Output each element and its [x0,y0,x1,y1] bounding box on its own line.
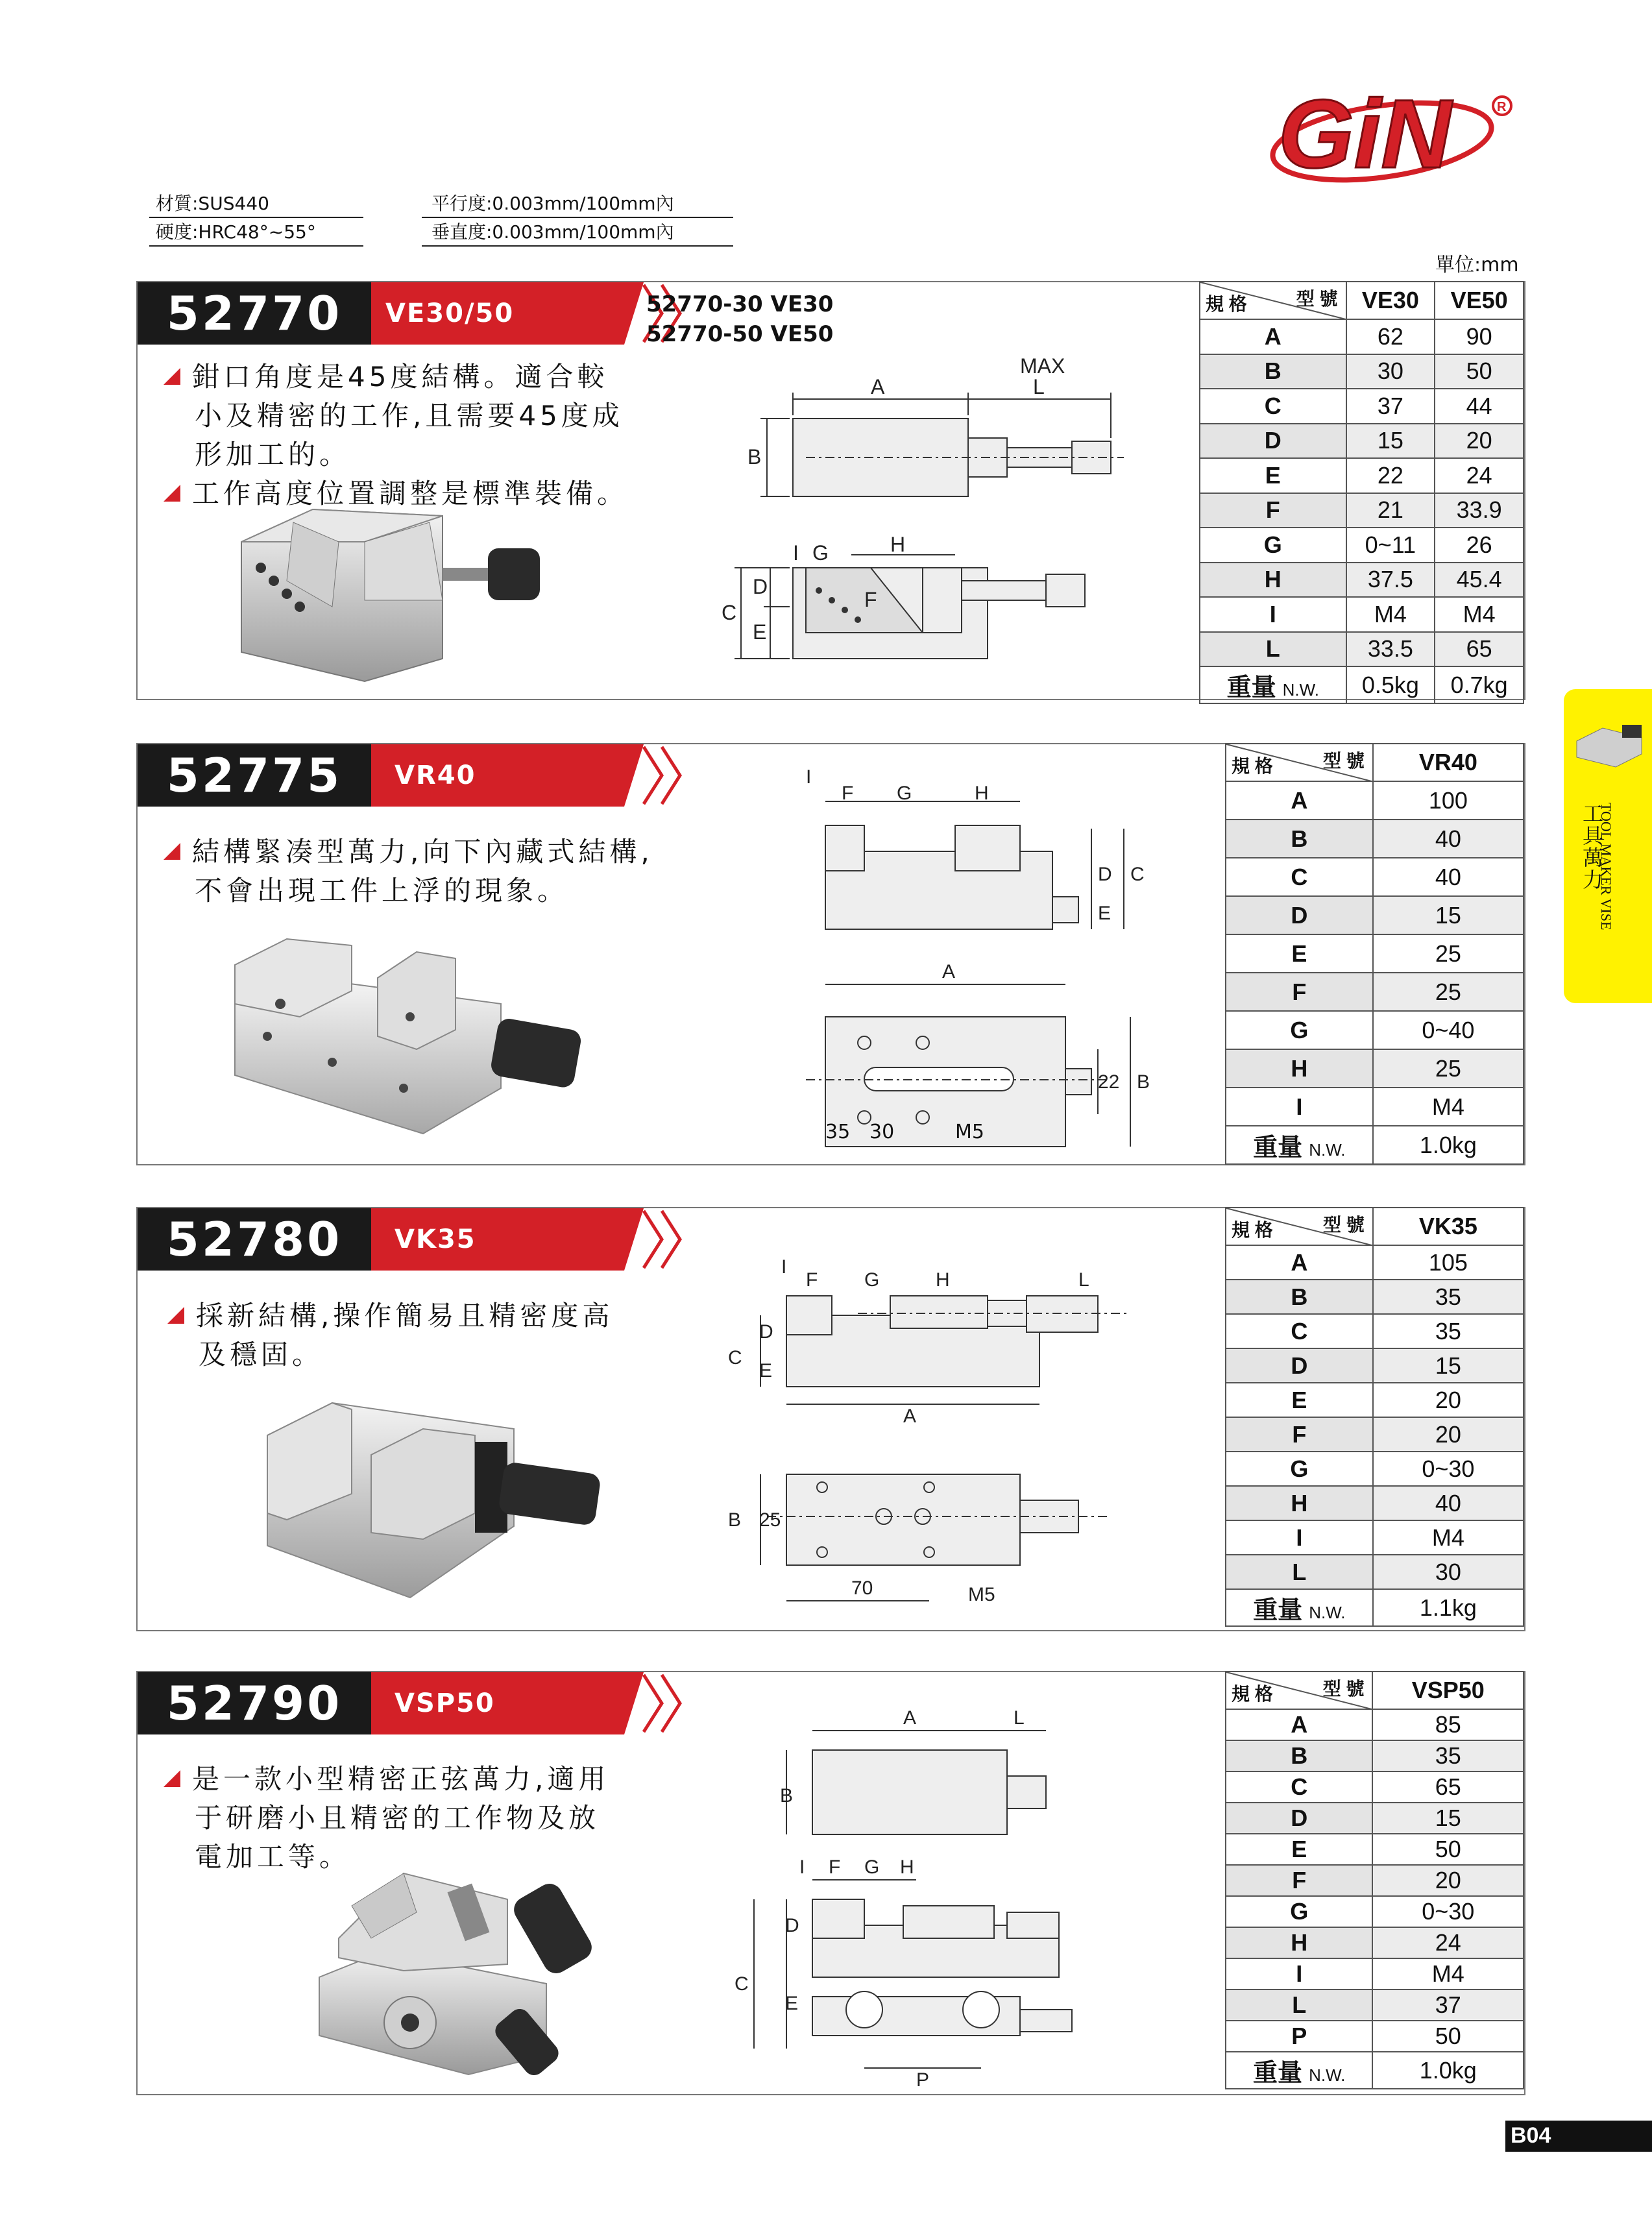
svg-text:I: I [799,1856,805,1878]
table-row [1200,493,1524,528]
row-value: M4 [1373,1088,1524,1126]
row-value: 90 [1435,319,1524,354]
table-row [1226,973,1524,1011]
description: 鉗口角度是45度結構。適合較 小及精密的工作,且需要45度成 形加工的。 工作高度位置調整是標準裝備。 [164,358,628,513]
row-value: 37 [1346,389,1435,424]
svg-text:F: F [842,783,854,804]
weight-label: 重量 N.W. [1226,1589,1373,1626]
row-label: F [1226,973,1373,1011]
col-header: VK35 [1373,1208,1524,1245]
svg-text:D: D [753,575,768,598]
col-header: VR40 [1373,744,1524,781]
table-row [1226,934,1524,973]
product-code: 52770 [138,282,371,345]
sub-model-2: 52770-50 VE50 [646,321,834,347]
svg-text:C: C [1130,864,1145,885]
svg-text:D: D [1098,864,1112,885]
spec-table-52770 [1199,281,1524,704]
row-label: E [1226,934,1373,973]
row-value: 33.9 [1435,493,1524,528]
svg-text:A: A [942,961,956,982]
row-value: 35 [1373,1280,1524,1314]
row-value: M4 [1435,597,1524,632]
dim-m5: M5 [955,1121,984,1143]
row-value: 40 [1373,858,1524,896]
table-row [1200,632,1524,667]
table-row [1226,820,1524,858]
svg-text:I: I [806,766,812,788]
unit-label: 單位:mm [1435,254,1519,276]
row-value: M4 [1346,597,1435,632]
row-value: 15 [1373,896,1524,934]
row-label: B [1226,1740,1372,1771]
row-value: 35 [1372,1740,1524,1771]
row-label: D [1226,896,1373,934]
row-value: 37.5 [1346,563,1435,598]
table-row [1226,1245,1524,1280]
row-value: 33.5 [1346,632,1435,667]
svg-text:G: G [812,541,829,565]
row-value: 65 [1372,1771,1524,1803]
svg-text:D: D [759,1321,773,1343]
table-row [1226,1958,1524,1990]
row-label: C [1226,858,1373,896]
svg-text:I: I [781,1256,787,1278]
row-value: 62 [1346,319,1435,354]
table-row [1200,319,1524,354]
svg-text:B: B [728,1509,742,1531]
table-row [1226,1280,1524,1314]
table-row [1226,781,1524,820]
row-value: 21 [1346,493,1435,528]
row-label: G [1226,1011,1373,1049]
row-value: 25 [1373,934,1524,973]
row-value: 65 [1435,632,1524,667]
row-label: A [1200,319,1346,354]
row-value: 0~11 [1346,528,1435,563]
row-label: B [1226,1280,1373,1314]
weight-value: 1.0kg [1373,1126,1524,1164]
sub-model-1: 52770-30 VE30 [646,291,834,317]
row-label: L [1226,1990,1372,2021]
product-code: 52780 [138,1208,371,1271]
svg-text:G: G [897,783,912,804]
row-value: M4 [1372,1958,1524,1990]
table-row [1226,1348,1524,1383]
row-label: A [1226,781,1373,820]
weight-row [1226,2052,1524,2089]
table-row [1226,1709,1524,1740]
row-value: 20 [1372,1865,1524,1896]
row-label: B [1226,820,1373,858]
svg-text:C: C [735,1973,749,1995]
row-label: G [1200,528,1346,563]
model-label: VSP50 [395,1688,495,1718]
weight-label: 重量 N.W. [1226,1126,1373,1164]
table-row [1200,424,1524,459]
row-value: 0~30 [1372,1896,1524,1927]
material-text: 材質:SUS440 [156,193,269,214]
row-value: 20 [1373,1417,1524,1452]
vise-photo [228,919,631,1153]
row-value: 26 [1435,528,1524,563]
svg-text:B: B [780,1785,794,1807]
table-row [1226,1896,1524,1927]
dim-35: 35 [825,1121,851,1143]
row-value: 40 [1373,820,1524,858]
svg-text:E: E [785,1993,799,2014]
row-label: I [1226,1520,1373,1555]
table-row [1226,1452,1524,1486]
svg-text:22: 22 [1098,1071,1120,1093]
table-row [1226,1803,1524,1834]
table-row [1226,1927,1524,1958]
row-label: F [1200,493,1346,528]
row-value: 20 [1435,424,1524,459]
svg-text:G: G [864,1856,880,1878]
table-row [1200,458,1524,493]
svg-text:P: P [916,2069,930,2087]
table-header-corner: 型 號 規 格 [1200,282,1346,319]
svg-text:GiN: GiN [1278,79,1452,187]
svg-text:F: F [806,1269,818,1291]
row-value: 15 [1346,424,1435,459]
svg-text:H: H [890,533,906,556]
row-value: 0~40 [1373,1011,1524,1049]
vise-photo [313,1860,637,2081]
weight-row [1226,1126,1524,1164]
row-label: H [1226,1486,1373,1520]
table-row [1226,1383,1524,1417]
table-row [1226,1740,1524,1771]
model-label: VE30/50 [385,298,515,328]
svg-text:E: E [1098,903,1111,924]
row-value: 40 [1373,1486,1524,1520]
hardness-text: 硬度:HRC48°~55° [156,221,316,243]
description: 是一款小型精密正弦萬力,適用 于研磨小且精密的工作物及放 電加工等。 [164,1760,609,1877]
row-label: E [1226,1834,1372,1865]
gin-logo [1265,70,1525,187]
row-label: C [1226,1314,1373,1348]
row-value: 44 [1435,389,1524,424]
table-row [1226,1486,1524,1520]
row-label: D [1226,1803,1372,1834]
table-header-corner: 型 號 規 格 [1226,744,1373,781]
weight-label: 重量 N.W. [1226,2052,1372,2089]
row-label: I [1226,1088,1373,1126]
row-label: G [1226,1896,1372,1927]
weight-value: 0.5kg [1346,666,1435,703]
col-header: VE50 [1435,282,1524,319]
svg-text:D: D [785,1915,799,1936]
description: 結構緊凑型萬力,向下內藏式結構, 不會出現工件上浮的現象。 [164,833,653,910]
row-label: C [1200,389,1346,424]
row-label: G [1226,1452,1373,1486]
svg-text:G: G [864,1269,880,1291]
description: 採新結構,操作簡易且精密度高 及穩固。 [167,1296,613,1374]
table-row [1226,1011,1524,1049]
svg-text:B: B [1137,1071,1150,1093]
row-label: E [1200,458,1346,493]
vise-thumbnail-icon [1570,715,1648,773]
svg-text:F: F [864,588,877,611]
row-value: 105 [1373,1245,1524,1280]
row-value: 22 [1346,458,1435,493]
svg-text:H: H [936,1269,950,1291]
weight-value: 0.7kg [1435,666,1524,703]
parallel-text: 平行度:0.003mm/100mm內 [431,193,674,214]
svg-text:E: E [759,1360,773,1381]
svg-text:25: 25 [759,1509,781,1531]
svg-text:A: A [871,375,885,398]
product-code: 52790 [138,1672,371,1734]
table-row [1226,1049,1524,1088]
row-value: 24 [1435,458,1524,493]
row-value: 50 [1372,1834,1524,1865]
row-label: F [1226,1417,1373,1452]
row-label: F [1226,1865,1372,1896]
svg-text:E: E [753,620,767,644]
row-label: H [1226,1927,1372,1958]
row-value: 25 [1373,1049,1524,1088]
svg-text:C: C [728,1347,742,1369]
dimension-drawing [709,347,1280,698]
col-header: VE30 [1346,282,1435,319]
row-label: P [1226,2021,1372,2052]
svg-text:M5: M5 [968,1584,995,1605]
row-label: H [1200,563,1346,598]
spec-table-52780 [1225,1207,1524,1627]
product-code: 52775 [138,744,371,807]
row-label: I [1226,1958,1372,1990]
row-label: B [1200,354,1346,389]
row-value: 100 [1373,781,1524,820]
svg-text:H: H [975,783,989,804]
table-row [1226,1314,1524,1348]
col-header: VSP50 [1372,1672,1524,1709]
svg-text:L: L [1014,1707,1025,1729]
vertical-text: 垂直度:0.003mm/100mm內 [431,221,674,243]
row-value: M4 [1373,1520,1524,1555]
row-label: A [1226,1709,1372,1740]
table-row [1226,858,1524,896]
svg-text:F: F [829,1856,841,1878]
side-tab [1564,689,1652,1003]
model-label: VK35 [395,1224,476,1254]
svg-text:B: B [747,445,762,469]
vise-photo [202,1383,631,1611]
table-row [1200,563,1524,598]
table-row [1226,896,1524,934]
table-row [1200,389,1524,424]
sidetab-english: TOOL MAKER VISE [1598,803,1614,931]
row-label: I [1200,597,1346,632]
dim-30: 30 [869,1121,895,1143]
vise-photo [235,503,598,685]
row-label: A [1226,1245,1373,1280]
weight-label: 重量 N.W. [1200,666,1346,703]
row-label: D [1200,424,1346,459]
row-value: 24 [1372,1927,1524,1958]
table-row [1226,1555,1524,1589]
svg-text:A: A [903,1707,917,1729]
table-row [1226,1520,1524,1555]
row-value: 0~30 [1373,1452,1524,1486]
table-row [1200,354,1524,389]
spec-table-52775 [1225,743,1524,1165]
page-number: B04 [1505,2121,1652,2152]
row-value: 50 [1435,354,1524,389]
row-label: L [1200,632,1346,667]
table-row [1226,1417,1524,1452]
table-header-corner: 型 號 規 格 [1226,1672,1372,1709]
row-value: 45.4 [1435,563,1524,598]
weight-row [1226,1589,1524,1626]
svg-text:H: H [900,1856,914,1878]
table-row [1200,528,1524,563]
row-value: 25 [1373,973,1524,1011]
svg-text:I: I [793,541,799,565]
weight-value: 1.0kg [1372,2052,1524,2089]
row-label: H [1226,1049,1373,1088]
row-value: 50 [1372,2021,1524,2052]
table-row [1226,1088,1524,1126]
row-value: 37 [1372,1990,1524,2021]
table-row [1226,1834,1524,1865]
weight-value: 1.1kg [1373,1589,1524,1626]
row-value: 35 [1373,1314,1524,1348]
table-row [1226,1865,1524,1896]
svg-text:A: A [903,1406,917,1427]
table-row [1226,1771,1524,1803]
weight-row [1200,666,1524,703]
sidetab-chinese: 工具萬力 [1579,803,1604,891]
table-row [1226,1990,1524,2021]
row-value: 30 [1373,1555,1524,1589]
row-value: 30 [1346,354,1435,389]
model-label: VR40 [395,761,476,790]
svg-text:MAX: MAX [1020,354,1065,378]
row-label: D [1226,1348,1373,1383]
table-row [1226,2021,1524,2052]
svg-text:70: 70 [851,1577,873,1599]
svg-text:C: C [722,601,737,624]
row-label: C [1226,1771,1372,1803]
row-label: E [1226,1383,1373,1417]
spec-table-52790 [1225,1671,1524,2089]
svg-text:R: R [1497,100,1507,114]
row-value: 15 [1373,1348,1524,1383]
svg-text:L: L [1033,375,1045,398]
row-label: L [1226,1555,1373,1589]
row-value: 20 [1373,1383,1524,1417]
svg-text:L: L [1078,1269,1089,1291]
table-header-corner: 型 號 規 格 [1226,1208,1373,1245]
row-value: 15 [1372,1803,1524,1834]
row-value: 85 [1372,1709,1524,1740]
table-row [1200,597,1524,632]
